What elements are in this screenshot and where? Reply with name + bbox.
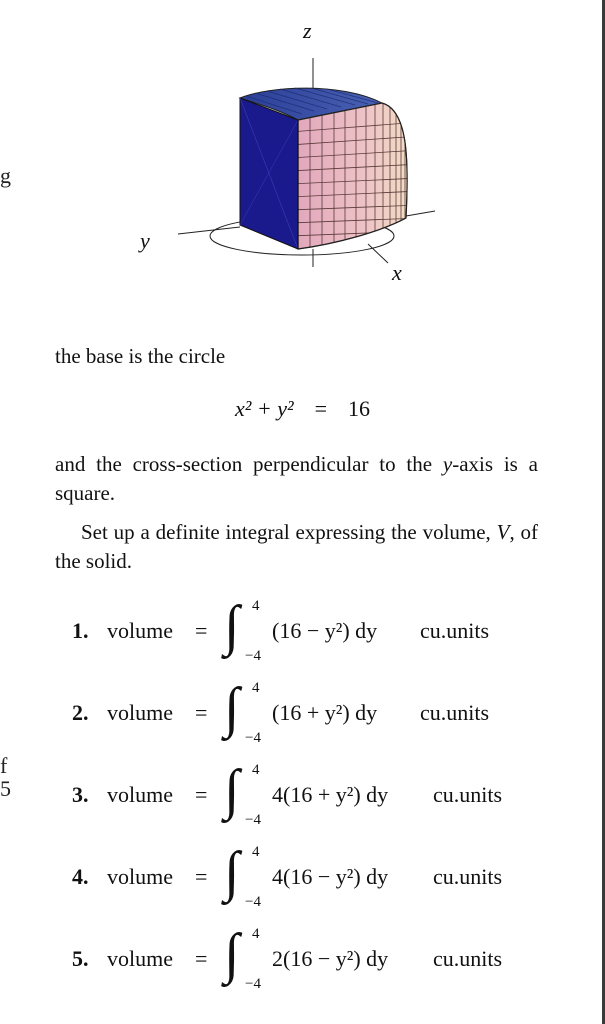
option-equals: = [195,946,208,971]
y-axis-label: y [140,228,150,253]
upper-limit: 4 [252,762,260,778]
option-label: volume [107,782,173,807]
units: cu.units [433,782,503,807]
lower-limit: −4 [245,812,261,828]
option-number: 2. [72,700,89,725]
integral-sign-icon: ∫ [224,841,240,903]
z-axis-label: z [303,18,312,43]
text-fragment: and the cross-section perpendicular to the [55,452,443,476]
units: cu.units [420,700,490,725]
curved-surface [298,103,407,249]
equation-rhs: 16 [348,396,370,421]
equation-lhs: x² + y² [235,396,294,421]
integral-sign-icon: ∫ [224,595,240,657]
lower-limit: −4 [245,648,261,664]
upper-limit: 4 [252,844,260,860]
integrand: (16 − y²) dy [272,618,378,643]
lower-limit: −4 [245,976,261,992]
integrand: 4(16 − y²) dy [272,864,389,889]
lower-limit: −4 [245,894,261,910]
text-fragment: -axis is a square. [55,452,538,505]
integrand: (16 + y²) dy [272,700,378,725]
option-label: volume [107,618,173,643]
integrand: 4(16 + y²) dy [272,782,389,807]
option-label: volume [107,700,173,725]
integral-sign-icon: ∫ [224,923,240,985]
cut-off-text: g [0,163,11,188]
option-number: 5. [72,946,89,971]
option-equals: = [195,782,208,807]
text-fragment: Set up a definite integral expressing the volume, [81,520,497,544]
lower-limit: −4 [245,730,261,746]
units: cu.units [433,946,503,971]
equation-equals: = [314,396,327,421]
option-number: 4. [72,864,89,889]
variable-y: y [442,452,453,476]
solid-figure-svg [130,10,460,300]
option-equals: = [195,618,208,643]
option-label: volume [107,864,173,889]
option-label: volume [107,946,173,971]
x-axis-label: x [392,260,402,285]
y-axis [178,227,240,234]
option-number: 3. [72,782,89,807]
x-axis-back [406,211,435,216]
units: cu.units [420,618,490,643]
option-equals: = [195,864,208,889]
option-equals: = [195,700,208,725]
solid-figure [130,10,460,300]
upper-limit: 4 [252,598,260,614]
integrand: 2(16 − y²) dy [272,946,389,971]
option-number: 1. [72,618,89,643]
integral-sign-icon: ∫ [224,759,240,821]
cut-off-text: f [0,753,8,778]
variable-V: V [496,520,510,544]
upper-limit: 4 [252,680,260,696]
upper-limit: 4 [252,926,260,942]
integral-sign-icon: ∫ [224,677,240,739]
units: cu.units [433,864,503,889]
paragraph-cross-section [55,450,538,508]
circle-equation [0,396,605,422]
text-fragment: , of the solid. [55,520,539,573]
cut-off-text: 5 [0,776,11,801]
paragraph-question [55,518,538,576]
paragraph-base: the base is the circle [55,344,226,368]
